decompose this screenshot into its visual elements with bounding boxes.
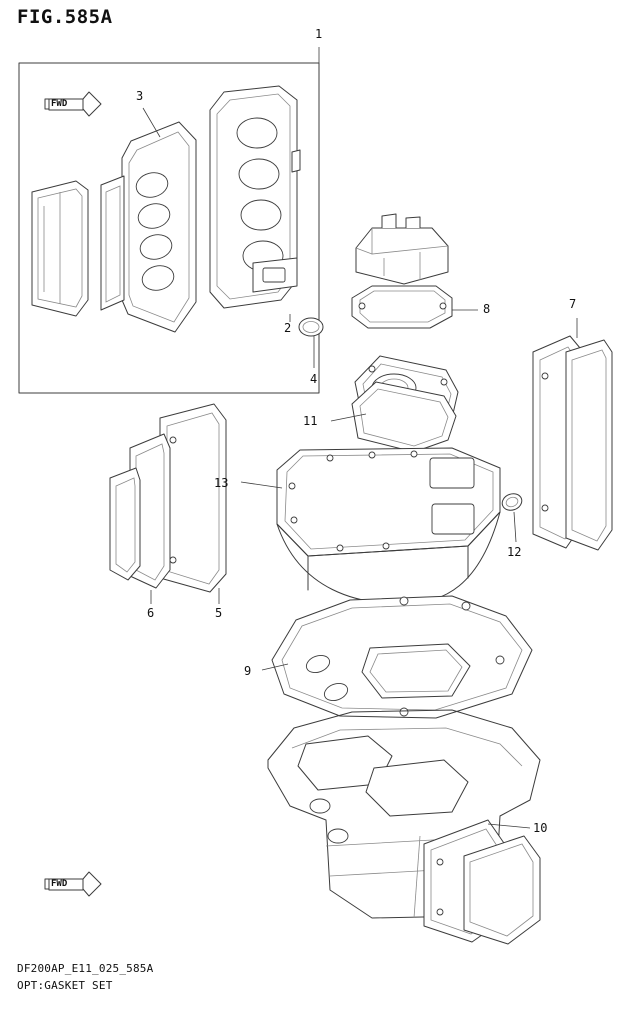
part-7-side-gaskets (533, 318, 612, 550)
part-8-gasket (352, 286, 478, 328)
part-6b-small-plate (110, 468, 140, 580)
fwd-label-bottom: FWD (51, 879, 68, 889)
part-8-thermostat-housing (356, 214, 448, 284)
callout-7: 7 (569, 297, 577, 311)
callout-11: 11 (303, 414, 318, 428)
figure-caption: OPT:GASKET SET (17, 979, 113, 992)
page-title: FIG.585A (17, 6, 113, 28)
part-9-lower-case-gasket (262, 596, 532, 718)
callout-12: 12 (507, 545, 522, 559)
callout-8: 8 (483, 302, 491, 316)
callout-5: 5 (215, 606, 223, 620)
callout-9: 9 (244, 664, 252, 678)
callout-6: 6 (147, 606, 155, 620)
callout-2: 2 (284, 321, 292, 335)
figure-code: DF200AP_E11_025_585A (17, 962, 154, 975)
callout-1: 1 (315, 27, 323, 41)
part-2-cylinder-block-gasket (210, 86, 300, 322)
callout-3: 3 (136, 89, 144, 103)
callout-10: 10 (533, 821, 548, 835)
part-left-side-gasket (32, 181, 88, 316)
part-12-seal (500, 491, 524, 542)
callout-4: 4 (310, 372, 318, 386)
part-3-head-cover-gasket (122, 108, 196, 332)
fwd-label-top: FWD (51, 99, 68, 109)
part-inner-cover-plate (101, 176, 124, 310)
callout-13: 13 (214, 476, 229, 490)
part-10-exhaust-gaskets (424, 820, 540, 944)
part-13-oil-pan-gasket (241, 448, 500, 556)
